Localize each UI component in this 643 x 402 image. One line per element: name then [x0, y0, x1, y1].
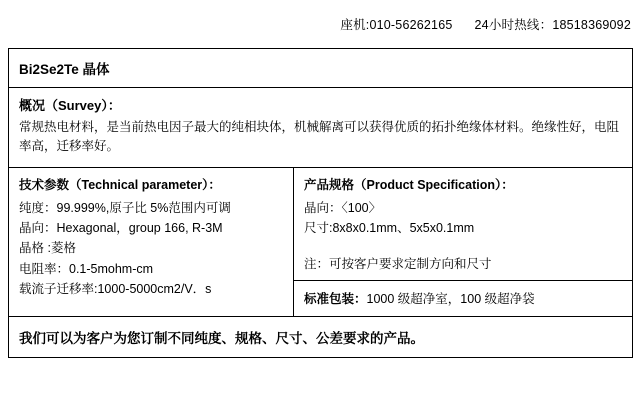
contact-bar	[0, 0, 643, 48]
footer-note: 我们可以为客户为您订制不同纯度、规格、尺寸、公差要求的产品。	[19, 331, 424, 347]
contact-hotline: 24小时热线：18518369092	[474, 18, 631, 32]
technical-line-lattice: 晶格 :菱格	[19, 241, 76, 256]
footer-row	[9, 317, 632, 357]
title-row	[9, 49, 632, 88]
specification-heading: 产品规格（Product Specification）：	[304, 177, 514, 192]
specification-column	[294, 168, 632, 317]
specification-line-size: 尺寸:8x8x0.1mm、5x5x0.1mm	[304, 221, 475, 235]
specs-row	[9, 168, 632, 318]
technical-heading: 技术参数（Technical parameter）：	[19, 177, 221, 192]
specification-line-orientation: 晶向：〈100〉	[304, 200, 382, 215]
survey-heading: 概况（Survey）：	[19, 98, 121, 113]
specification-note: 注：可按客户要求定制方向和尺寸	[304, 257, 492, 272]
specification-cell	[294, 168, 632, 281]
survey-body: 常规热电材料，是当前热电因子最大的纯相块体，机械解离可以获得优质的拓扑绝缘体材料。绝缘性好，电阻率高，迁移率好。	[19, 120, 620, 154]
product-title: Bi2Se2Te 晶体	[9, 49, 632, 88]
survey-row	[9, 88, 632, 168]
technical-line-orientation: 晶向：Hexagonal，group 166, R-3M	[19, 221, 223, 235]
packaging-cell	[294, 280, 632, 316]
technical-line-mobility: 载流子迁移率:1000-5000cm2/V．s	[19, 281, 212, 296]
technical-line-resistivity: 电阻率：0.1-5mohm-cm	[19, 261, 154, 276]
technical-line-purity: 纯度：99.999%,原子比 5%范围内可调	[19, 200, 231, 215]
survey-cell	[9, 88, 632, 168]
packaging-label: 标准包装：	[304, 292, 367, 307]
contact-phone: 座机:010-56262165	[340, 18, 453, 32]
packaging-value: 1000 级超净室，100 级超净袋	[366, 292, 535, 307]
technical-parameter-cell	[9, 168, 294, 317]
product-spec-table	[8, 48, 633, 358]
